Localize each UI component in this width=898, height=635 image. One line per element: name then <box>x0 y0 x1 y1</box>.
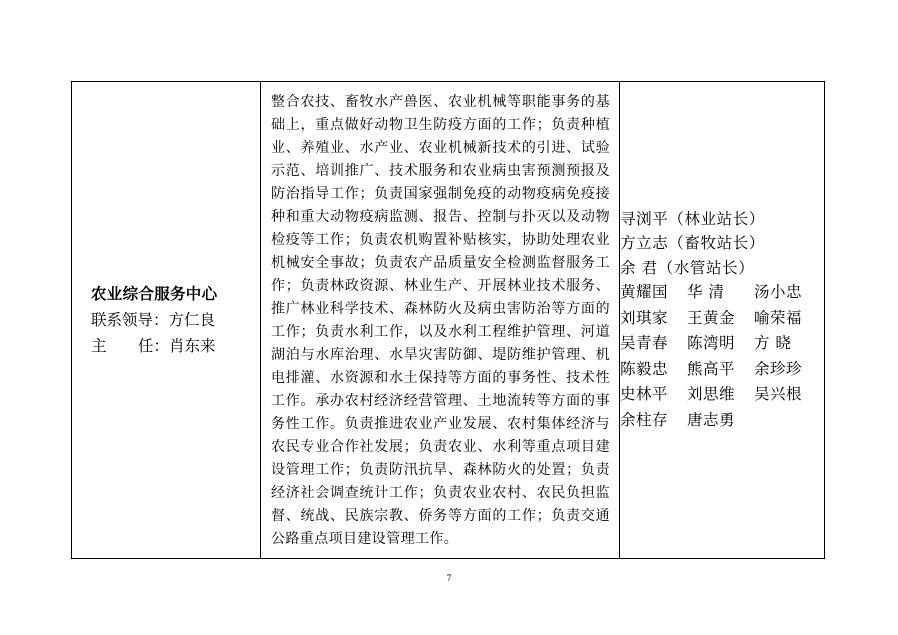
page-number: 7 <box>446 573 452 583</box>
staff-names-row <box>620 382 824 408</box>
staff-name: 喻荣福 <box>754 308 803 327</box>
unit-cell <box>72 82 261 559</box>
staff-lead: 寻浏平（林业站长） <box>620 209 765 228</box>
staff-names-row <box>620 280 824 306</box>
staff-name: 汤小忠 <box>754 283 803 302</box>
duty-table <box>71 81 825 559</box>
duties-text: 整合农技、畜牧水产兽医、农业机械等职能事务的基础上，重点做好动物卫生防疫方面的工作；负责种植业、养殖业、水产业、农业机械新技术的引进、试验示范、培训推广、技术服务和农业病虫害预测预报及防治指导工作；负责国家强制免疫的动物疫病免疫接种和重大动物疫病监测、报告、控制与扑灭以及动物检疫等工作；负责农机购置补贴核实，协助处理农业机械安全事故；负责农产品质量安全检测监督服务工作；负责林政资源、林业生产、开展林业技术服务、推广林业科学技术、森林防火及病虫害防治等方面的工作；负责水利工作，以及水利工程维护管理、河道湖泊与水库治理、水旱灾害防御、堤防维护管理、机电排灌、水资源和水土保持等方面的事务性、技术性工作。承办农村经济经营管理、土地流转等方面的事务性工作。负责推进农业产业发展、农村集体经济与农民专业合作社发展；负责农业、水利等重点项目建设管理工作；负责防汛抗旱、森林防火的处置；负责经济社会调查统计工作；负责农业农村、农民负担监督、统战、民族宗教、侨务等方面的工作；负责交通公路重点项目建设管理工作。 <box>271 93 610 547</box>
staff-name: 吴兴根 <box>754 385 803 404</box>
staff-names-row <box>620 357 824 383</box>
staff-cell <box>620 82 825 559</box>
staff-names-row <box>620 408 824 434</box>
director-label-char: 主 <box>91 337 107 355</box>
staff-lead: 余 君（水管站长） <box>620 258 755 277</box>
director-label-char: 任： <box>137 337 169 355</box>
staff-name: 黄耀国 <box>620 283 669 302</box>
staff-names-row <box>620 331 824 357</box>
staff-name: 余珍珍 <box>754 359 803 378</box>
staff-names-row <box>620 306 824 332</box>
staff-name: 陈毅忠 <box>620 359 669 378</box>
staff-name: 吴青春 <box>620 334 669 353</box>
staff-name: 史林平 <box>620 385 669 404</box>
table-row <box>72 82 825 559</box>
director-name: 肖东来 <box>169 337 216 355</box>
staff-name: 华 清 <box>687 283 725 302</box>
staff-name: 唐志勇 <box>687 410 736 429</box>
staff-name: 方 晓 <box>754 334 792 353</box>
duties-cell <box>261 82 620 559</box>
unit-name: 农业综合服务中心 <box>91 285 218 303</box>
contact-label: 联系领导： <box>91 311 169 329</box>
staff-name: 陈湾明 <box>687 334 736 353</box>
staff-name: 王黄金 <box>687 308 736 327</box>
staff-name: 余柱存 <box>620 410 669 429</box>
staff-name: 熊高平 <box>687 359 736 378</box>
director-line <box>91 333 241 359</box>
contact-leader-line <box>91 307 241 333</box>
director-label <box>91 333 169 359</box>
staff-name: 刘思维 <box>687 385 736 404</box>
staff-name: 刘琪家 <box>620 308 669 327</box>
contact-name: 方仁良 <box>168 311 216 329</box>
staff-lead: 方立志（畜牧站长） <box>620 234 765 253</box>
